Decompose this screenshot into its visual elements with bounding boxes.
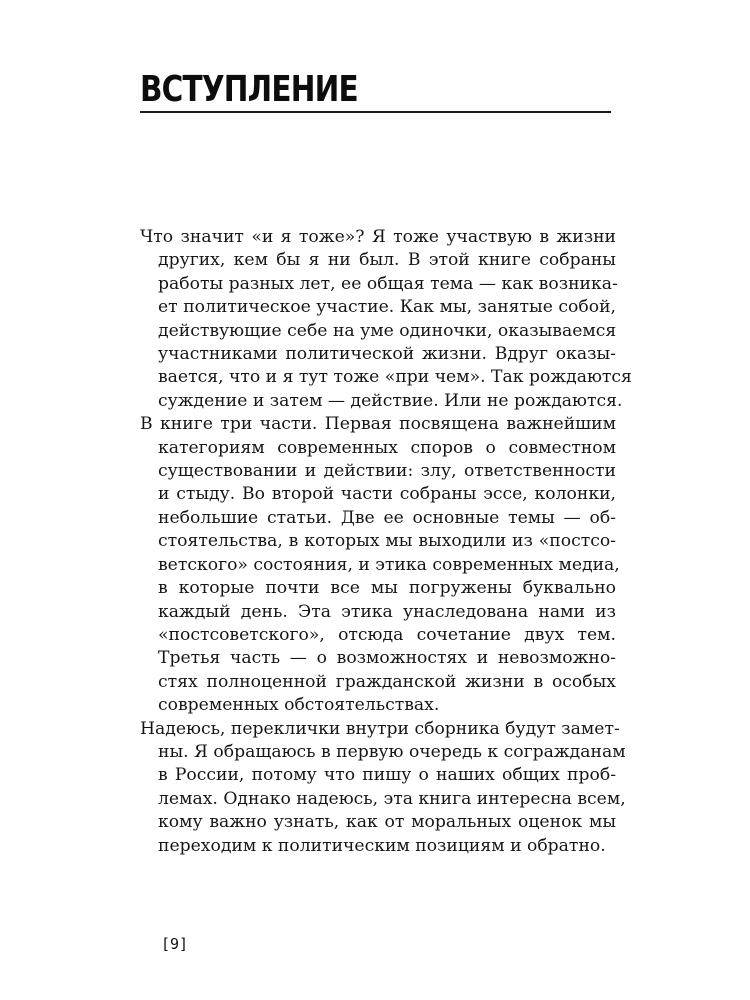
text-line: Что значит «и я тоже»? Я тоже участвую в жизни — [140, 227, 616, 247]
text-line: Третья часть — о возможностях и невозможно- — [158, 648, 616, 669]
text-line: «постсоветского», отсюда сочетание двух тем. — [158, 624, 616, 645]
text-line: других, кем бы я ни был. В этой книге собраны — [158, 250, 616, 271]
text-line: в которые почти все мы погружены буквально — [158, 578, 616, 599]
page-number: [9] — [161, 935, 189, 953]
text-line: стоятельства, в которых мы выходили из «постсо- — [158, 531, 616, 552]
text-line: В книге три части. Первая посвящена важнейшим — [140, 414, 616, 435]
text-line: ет политическое участие. Как мы, занятые собой, — [158, 297, 616, 318]
text-line: и стыду. Во второй части собраны эссе, колонки, — [158, 484, 616, 505]
text-line: лемах. Однако надеюсь, эта книга интересна всем, — [158, 788, 626, 809]
text-line: существовании и действии: злу, ответственности — [158, 461, 616, 482]
paragraph-2 — [140, 413, 620, 717]
body-text — [140, 226, 632, 858]
text-line: работы разных лет, ее общая тема — как возника- — [158, 273, 618, 294]
chapter-title: ВСТУПЛЕНИЕ — [140, 69, 358, 110]
text-line: ветского» состояния, и этика современных медиа, — [158, 554, 620, 575]
text-line: категориям современных споров о совместном — [158, 437, 616, 458]
title-underline-rule — [140, 111, 611, 113]
text-line: каждый день. Эта этика унаследована нами из — [158, 601, 616, 622]
paragraph-3 — [140, 718, 626, 858]
text-line: ны. Я обращаюсь в первую очередь к согражданам — [158, 741, 626, 762]
text-line: участниками политической жизни. Вдруг оказы- — [158, 344, 616, 365]
paragraph-1 — [140, 226, 632, 413]
text-line: Надеюсь, переклички внутри сборника будут замет- — [140, 718, 620, 739]
text-line: в России, потому что пишу о наших общих проб- — [158, 765, 616, 786]
text-line: переходим к политическим позициям и обратно. — [158, 835, 606, 856]
text-line: кому важно узнать, как от моральных оценок мы — [158, 812, 616, 833]
text-line: небольшие статьи. Две ее основные темы — об- — [158, 507, 616, 528]
text-line: стях полноценной гражданской жизни в особых — [158, 671, 616, 692]
text-line: современных обстоятельствах. — [158, 695, 440, 716]
text-line: вается, что и я тут тоже «при чем». Так рождаются — [158, 367, 632, 388]
text-line: действующие себе на уме одиночки, оказываемся — [158, 320, 617, 341]
text-line: суждение и затем — действие. Или не рождаются. — [158, 390, 623, 411]
